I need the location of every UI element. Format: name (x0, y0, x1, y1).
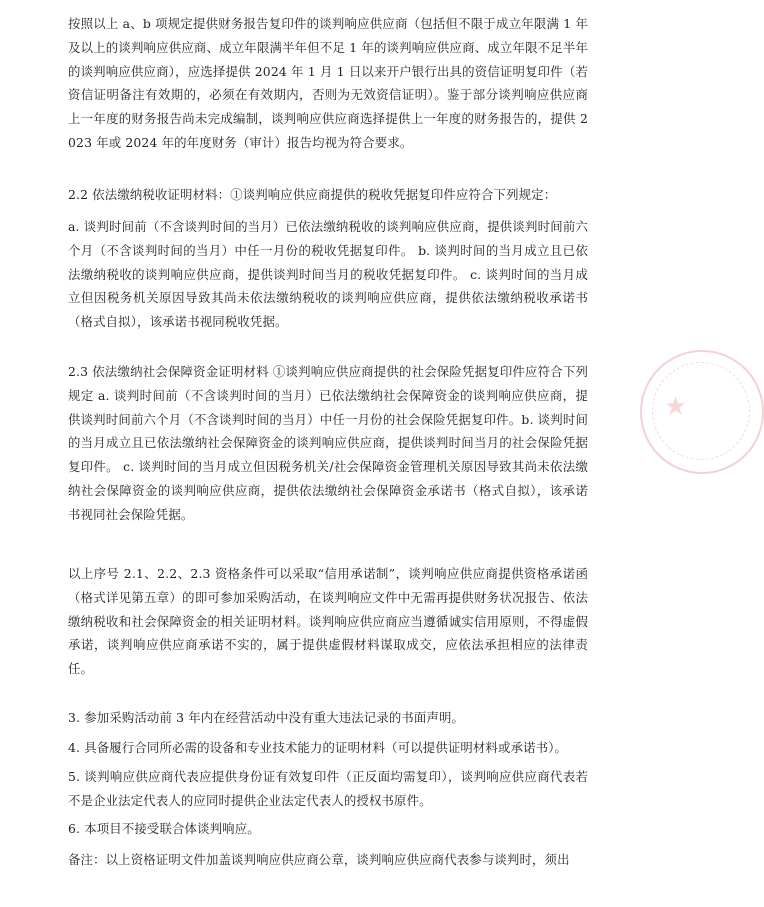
paragraph-tax-heading: 2.2 依法缴纳税收证明材料：①谈判响应供应商提供的税收凭据复印件应符合下列规定： (68, 187, 557, 202)
paragraph-financial-report: 按照以上 a、b 项规定提供财务报告复印件的谈判响应供应商（包括但不限于成立年限满 1 年及以上的谈判响应供应商、成立年限满半年但不足 1 年的谈判响应供应商、成立年限不足半年的谈判响应供应商），应选择提供 2024 年 1 月 1 日以来开户银行出具的资信证明复印件（若资信证明备注有效期的，必须在有效期内，否则为无效资信证明）。鉴于部分谈判响应供应商上一年度的财务报告尚未完成编制，谈判响应供应商选择提供上一年度的财务报告的，提供 2023 年或 2024 年的年度财务（审计）报告均视为符合要求。 (68, 16, 588, 150)
paragraph-tax-rules: a. 谈判时间前（不含谈判时间的当月）已依法缴纳税收的谈判响应供应商，提供谈判时间前六个月（不含谈判时间的当月）中任一月份的税收凭据复印件。 b. 谈判时间的当月成立且已依法缴纳税收的谈判响应供应商，提供谈判时间当月的税收凭据复印件。 c. 谈判时间的当月成立但因税务机关原因导致其尚未依法缴纳税收的谈判响应供应商，提供依法缴纳税收承诺书（格式自拟），该承诺书视同税收凭据。 (68, 219, 588, 330)
paragraph-item-6: 6. 本项目不接受联合体谈判响应。 (68, 821, 260, 836)
paragraph-item-3: 3. 参加采购活动前 3 年内在经营活动中没有重大违法记录的书面声明。 (68, 710, 465, 725)
seal-star-icon: ★ (664, 392, 688, 422)
paragraph-item-5: 5. 谈判响应供应商代表应提供身份证有效复印件（正反面均需复印），谈判响应供应商代表若不是企业法定代表人的应同时提供企业法定代表人的授权书原件。 (68, 769, 588, 808)
paragraph-item-4: 4. 具备履行合同所必需的设备和专业技术能力的证明材料（可以提供证明材料或承诺书）。 (68, 740, 568, 755)
paragraph-remark: 备注：以上资格证明文件加盖谈判响应供应商公章，谈判响应供应商代表参与谈判时，须出 (68, 852, 570, 867)
paragraph-credit-commitment: 以上序号 2.1、2.2、2.3 资格条件可以采取“信用承诺制”，谈判响应供应商提供资格承诺函（格式详见第五章）的即可参加采购活动，在谈判响应文件中无需再提供财务状况报告、依法缴纳税收和社会保障资金的相关证明材料。谈判响应供应商应当遵循诚实信用原则，不得虚假承诺，谈判响应供应商承诺不实的，属于提供虚假材料谋取成交，应依法承担相应的法律责任。 (68, 566, 588, 677)
paragraph-social-security: 2.3 依法缴纳社会保障资金证明材料 ①谈判响应供应商提供的社会保险凭据复印件应符合下列规定 a. 谈判时间前（不含谈判时间的当月）已依法缴纳社会保障资金的谈判响应供应商，提供谈判时间前六个月（不含谈判时间的当月）中任一月份的社会保险凭据复印件。b. 谈判时间的当月成立且已依法缴纳社会保障资金的谈判响应供应商，提供谈判时间当月的社会保险凭据复印件。 c. 谈判时间的当月成立但因税务机关/社会保障资金管理机关原因导致其尚未依法缴纳社会保障资金的谈判响应供应商，提供依法缴纳社会保障资金承诺书（格式自拟），该承诺书视同社会保险凭据。 (68, 364, 588, 522)
red-seal-stamp (640, 350, 764, 474)
